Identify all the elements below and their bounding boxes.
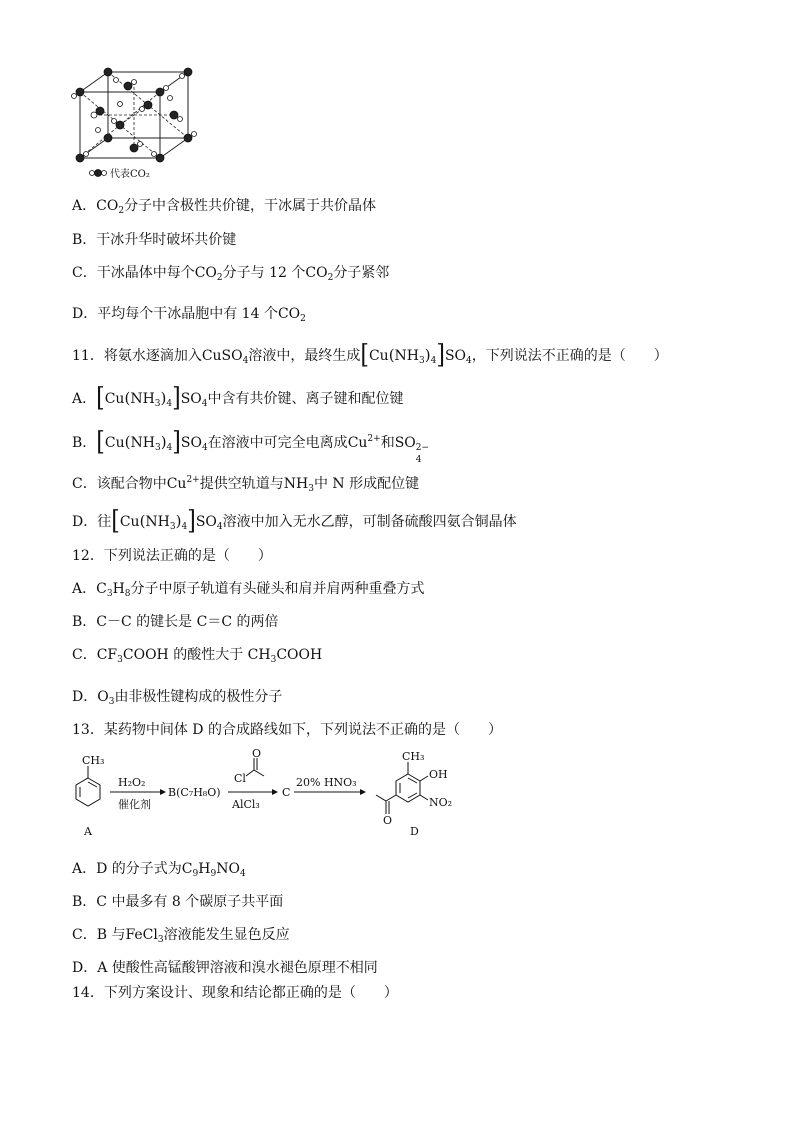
q13-synthesis-scheme [68,748,488,840]
q13-stem: 13．某药物中间体 D 的合成路线如下，下列说法不正确的是（ ） [72,722,502,738]
q10-option-a: A．$CO_2$分子中含极性共价键，干冰属于共价晶体 [72,198,377,216]
product-no2: NO₂ [429,796,453,809]
q12-option-c: C．$CF_3COOH$ 的酸性大于 $CH_3COOH$ [72,647,323,665]
q10-option-d: D．平均每个干冰晶胞中有 14 个$CO_2$ [72,306,306,324]
q11-option-b: B．$[Cu(NH_3)_4]SO_4$在溶液中可完全电离成$Cu^{2+}$和SO 2− 4 [72,427,430,465]
q13-option-d: D．A 使酸性高锰酸钾溶液和溴水褪色原理不相同 [72,960,378,976]
intermediate-b: B(C₇H₈O) [168,786,221,799]
product-ch3: CH₃ [402,750,425,763]
q11-option-a: A．$[Cu(NH_3)_4]SO_4$中含有共价键、离子键和配位键 [72,383,404,414]
product-carbonyl-o: O [383,814,393,827]
q10-option-c: C．干冰晶体中每个$CO_2$分子与 12 个$CO_2$分子紧邻 [72,265,390,283]
q12-option-d: D．$O_3$由非极性键构成的极性分子 [72,689,283,707]
reagent-hno3: 20% HNO₃ [296,776,357,789]
product-oh: OH [429,768,448,781]
q12-option-a: A．$C_3H_8$分子中原子轨道有头碰头和肩并肩两种重叠方式 [72,581,425,599]
q13-option-c: C．B 与FeCl$_3$溶液能发生显色反应 [72,927,290,945]
q11-option-d: D．往$[Cu(NH_3)_4]SO_4$溶液中加入无水乙醇，可制备硫酸四氨合铜晶体 [72,506,517,537]
catalyst-label: 催化剂 [118,798,151,811]
q13-option-a: A．D 的分子式为$C_9H_9NO_4$ [72,861,246,879]
q14-stem: 14．下列方案设计、现象和结论都正确的是（ ） [72,985,398,1001]
intermediate-c: C [282,786,291,799]
q10-option-b: B．干冰升华时破坏共价键 [72,232,237,248]
q12-option-b: B．C－C 的键长是 C＝C 的两倍 [72,614,279,630]
acyl-o: O [252,747,262,760]
crystal-legend: 代表CO₂ [110,169,150,180]
label-d: D [410,825,419,838]
q13-option-b: B．C 中最多有 8 个碳原子共平面 [72,894,284,910]
toluene-ch3: CH₃ [82,754,105,767]
reagent-h2o2: H₂O₂ [118,776,146,789]
acyl-cl: Cl [234,772,246,785]
q11-stem: 11．将氨水逐滴加入CuSO$_4$溶液中，最终生成$[Cu(NH_3)_4]SO_4$，下列说法不正确的是（ ） [72,340,668,371]
q11-option-c: C．该配合物中$Cu^{2+}$提供空轨道与$NH_3$中 N 形成配位键 [72,475,420,494]
reagent-alcl3: AlCl₃ [232,798,260,811]
q12-stem: 12．下列说法正确的是（ ） [72,548,272,564]
label-a: A [84,825,92,838]
